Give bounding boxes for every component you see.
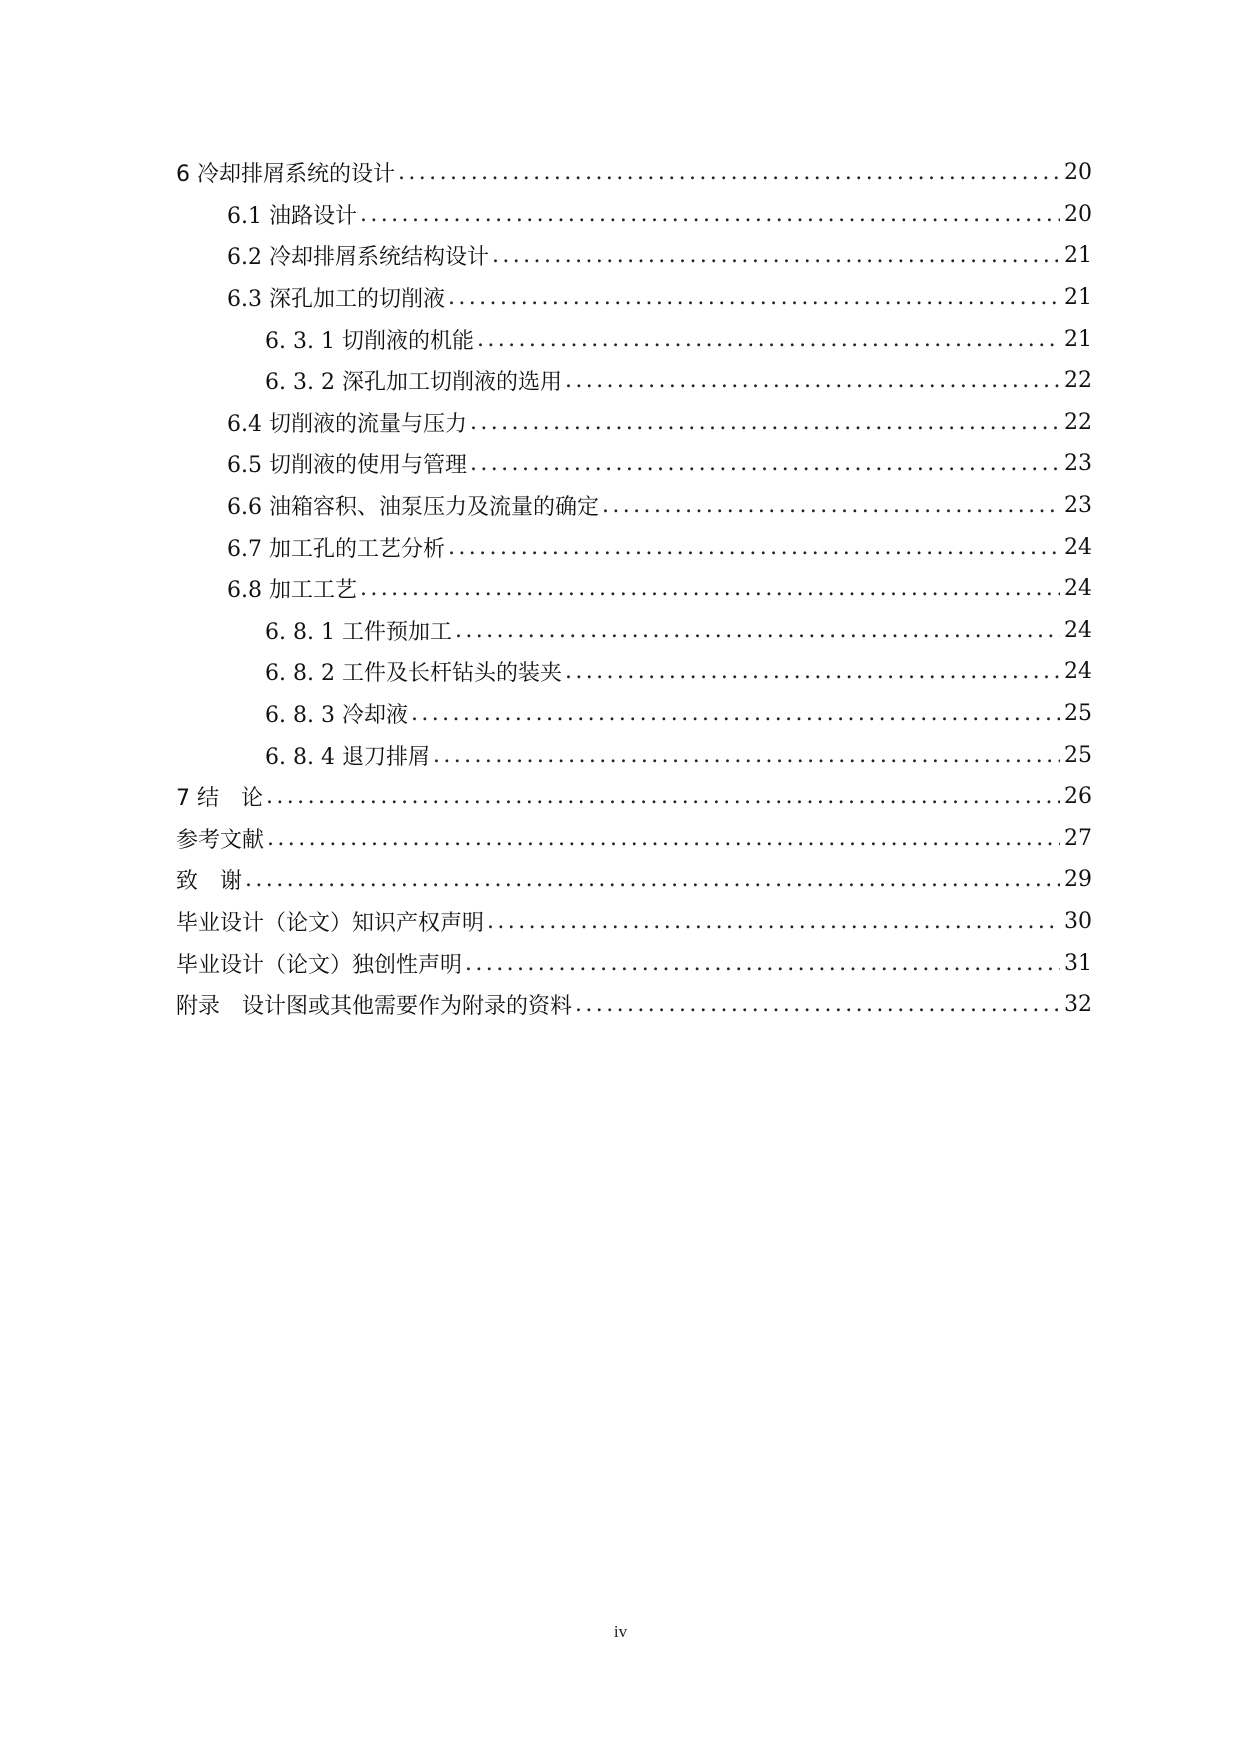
toc-dot-leader [411,701,1060,726]
toc-dot-leader [245,867,1060,892]
toc-entry-title: 附录 设计图或其他需要作为附录的资料 [176,994,573,1020]
toc-entry-page: 23 [1064,451,1092,477]
toc-entry-page: 24 [1064,659,1092,685]
toc-entry-title: 致 谢 [176,869,243,895]
toc-dot-leader [448,535,1060,560]
toc-entry-title: 6 冷却排屑系统的设计 [176,162,395,188]
toc-entry-title: 6.1 油路设计 [227,203,357,229]
toc-entry-ip-statement[interactable] [176,901,1092,943]
toc-entry-title: 参考文献 [176,827,265,853]
toc-entry-title: 6.4 切削液的流量与压力 [227,411,467,437]
toc-dot-leader [602,493,1060,518]
toc-entry-references[interactable] [176,818,1092,860]
toc-dot-leader [455,618,1060,643]
toc-entry-page: 20 [1064,160,1092,186]
table-of-contents [176,152,1092,1025]
toc-dot-leader [470,410,1060,435]
toc-entry-title: 6.8 加工工艺 [227,578,357,604]
toc-entry-title: 6.5 切削液的使用与管理 [227,453,467,479]
toc-dot-leader [465,951,1060,976]
page-number: iv [613,1622,628,1641]
toc-dot-leader [267,826,1060,851]
toc-entry-page: 24 [1064,617,1092,643]
toc-entry-title: 6. 3. 2 深孔加工切削液的选用 [265,370,562,396]
toc-entry-originality-statement[interactable] [176,942,1092,984]
toc-entry-page: 24 [1064,576,1092,602]
toc-entry-title: 6.6 油箱容积、油泵压力及流量的确定 [227,495,599,521]
toc-entry-6-1[interactable] [176,194,1092,236]
toc-entry-page: 24 [1064,534,1092,560]
toc-dot-leader [398,160,1060,185]
toc-entry-title: 6. 3. 1 切削液的机能 [265,328,474,354]
toc-entry-page: 22 [1064,409,1092,435]
toc-entry-page: 21 [1064,285,1092,311]
toc-entry-6-8[interactable] [176,568,1092,610]
toc-entry-6-6[interactable] [176,485,1092,527]
toc-entry-title: 7 结 论 [176,786,263,812]
toc-entry-title: 6.3 深孔加工的切削液 [227,287,445,313]
toc-entry-title: 6. 8. 1 工件预加工 [265,619,452,645]
toc-entry-title: 毕业设计（论文）知识产权声明 [176,910,485,936]
toc-entry-page: 23 [1064,493,1092,519]
toc-dot-leader [360,576,1060,601]
toc-entry-title: 6.2 冷却排屑系统结构设计 [227,245,489,271]
toc-entry-6-4[interactable] [176,402,1092,444]
toc-entry-6-8-1[interactable] [176,610,1092,652]
toc-entry-6-8-4[interactable] [176,734,1092,776]
toc-entry-page: 25 [1064,701,1092,727]
toc-entry-6-2[interactable] [176,235,1092,277]
toc-entry-page: 27 [1064,825,1092,851]
toc-entry-page: 32 [1064,992,1092,1018]
toc-entry-6-3-1[interactable] [176,318,1092,360]
toc-entry-page: 21 [1064,326,1092,352]
toc-dot-leader [565,659,1060,684]
toc-entry-title: 6. 8. 4 退刀排屑 [265,744,430,770]
toc-dot-leader [470,451,1060,476]
toc-entry-page: 20 [1064,201,1092,227]
toc-entry-title: 6.7 加工孔的工艺分析 [227,536,445,562]
toc-entry-page: 21 [1064,243,1092,269]
toc-entry-appendix[interactable] [176,984,1092,1026]
toc-dot-leader [575,992,1060,1017]
toc-entry-6-8-3[interactable] [176,693,1092,735]
toc-entry-chapter-7[interactable] [176,776,1092,818]
toc-entry-page: 29 [1064,867,1092,893]
toc-entry-title: 6. 8. 3 冷却液 [265,703,408,729]
toc-entry-page: 30 [1064,908,1092,934]
toc-dot-leader [266,784,1060,809]
toc-entry-chapter-6[interactable] [176,152,1092,194]
toc-entry-6-8-2[interactable] [176,651,1092,693]
toc-dot-leader [487,909,1060,934]
toc-entry-6-3[interactable] [176,277,1092,319]
toc-entry-page: 25 [1064,742,1092,768]
toc-entry-title: 毕业设计（论文）独创性声明 [176,952,463,978]
toc-dot-leader [477,327,1060,352]
toc-entry-6-3-2[interactable] [176,360,1092,402]
toc-entry-acknowledgements[interactable] [176,859,1092,901]
toc-entry-6-7[interactable] [176,526,1092,568]
toc-dot-leader [360,202,1060,227]
toc-dot-leader [492,243,1060,268]
toc-dot-leader [565,368,1060,393]
toc-entry-page: 26 [1064,784,1092,810]
toc-entry-6-5[interactable] [176,443,1092,485]
toc-entry-page: 31 [1064,950,1092,976]
toc-entry-page: 22 [1064,368,1092,394]
toc-entry-title: 6. 8. 2 工件及长杆钻头的装夹 [265,661,562,687]
toc-dot-leader [448,285,1060,310]
toc-dot-leader [433,743,1060,768]
